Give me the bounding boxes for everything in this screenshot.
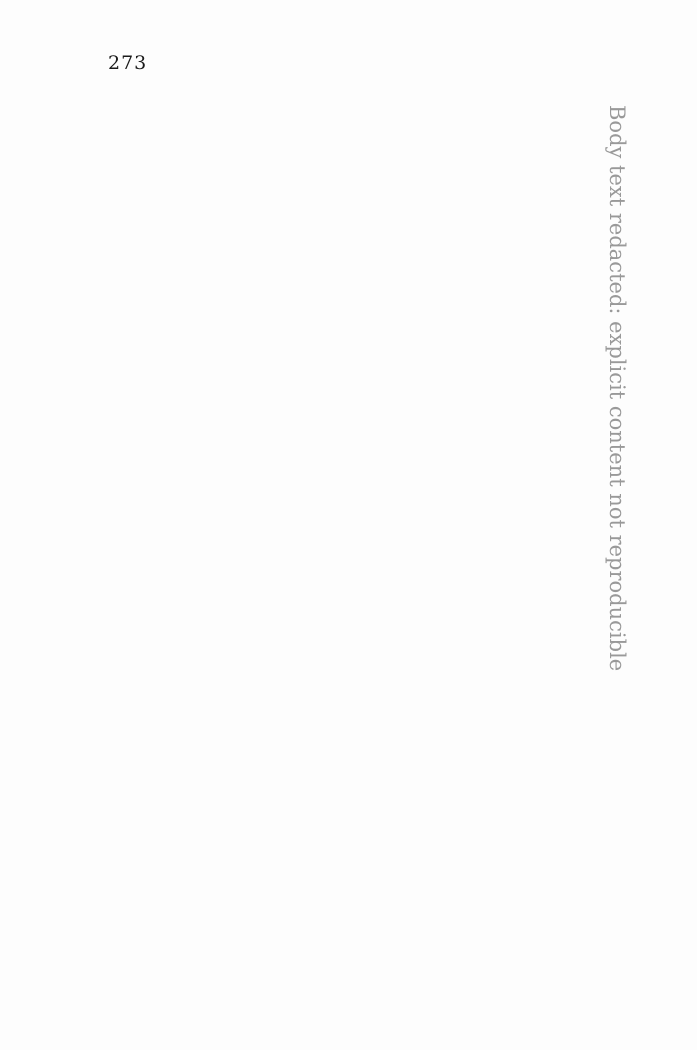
redacted-body-text: Body text redacted: explicit content not reproducible [605,105,629,672]
page-number: 273 [108,52,148,74]
